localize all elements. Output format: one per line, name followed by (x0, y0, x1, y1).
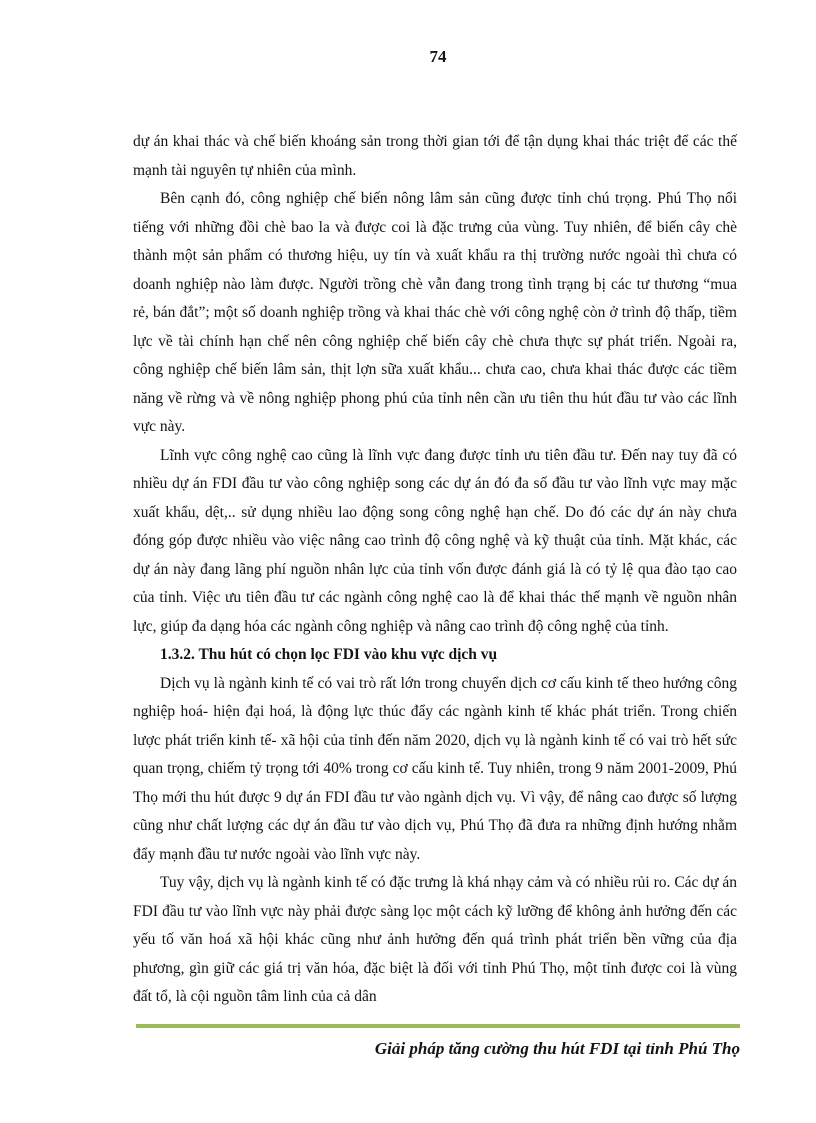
paragraph-high-tech: Lĩnh vực công nghệ cao cũng là lĩnh vực đang được tỉnh ưu tiên đầu tư. Đến nay tuy đã có nhiều dự án FDI đầu tư vào công nghiệp song các dự án đó đa số đầu tư vào lĩnh vực may mặc xuất khẩu, dệt,.. sử dụng nhiều lao động song công nghệ hạn chế. Do đó các dự án này chưa đóng góp được nhiều vào việc nâng cao trình độ công nghệ và kỹ thuật của tỉnh. Mặt khác, các dự án này đang lãng phí nguồn nhân lực của tỉnh vốn được đánh giá là có tỷ lệ qua đào tạo cao của tỉnh. Việc ưu tiên đầu tư các ngành công nghệ cao là để khai thác thế mạnh về nguồn nhân lực, giúp đa dạng hóa các ngành công nghiệp và nâng cao trình độ công nghệ của tỉnh. (133, 446, 737, 635)
paragraph-services: Dịch vụ là ngành kinh tế có vai trò rất lớn trong chuyển dịch cơ cấu kinh tế theo hướng công nghiệp hoá- hiện đại hoá, là động lực thúc đẩy các ngành kinh tế khác phát triển. Trong chiến lược phát triển kinh tế- xã hội của tỉnh đến năm 2020, dịch vụ là ngành kinh tế có vai trò hết sức quan trọng, chiếm tỷ trọng tới 40% trong cơ cấu kinh tế. Tuy nhiên, trong 9 năm 2001-2009, Phú Thọ mới thu hút được 9 dự án FDI đầu tư vào ngành dịch vụ. Vì vậy, để nâng cao được số lượng cũng như chất lượng các dự án đầu tư vào dịch vụ, Phú Thọ đã đưa ra những định hướng nhằm đẩy mạnh đầu tư nước ngoài vào lĩnh vực này. (133, 674, 737, 863)
paragraph-agro-processing: Bên cạnh đó, công nghiệp chế biến nông lâm sản cũng được tỉnh chú trọng. Phú Thọ nổi tiếng với những đồi chè bao la và được coi là đặc trưng của vùng. Tuy nhiên, để biến cây chè thành một sản phẩm có thương hiệu, uy tín và xuất khẩu ra thị trường nước ngoài thì chưa có doanh nghiệp nào làm được. Người trồng chè vẫn đang trong tình trạng bị các tư thương “mua rẻ, bán đắt”; một số doanh nghiệp trồng và khai thác chè với công nghệ còn ở trình độ thấp, tiềm lực về tài chính hạn chế nên công nghiệp chế biến cây chè chưa thực sự phát triển. Ngoài ra, công nghiệp chế biến lâm sản, thịt lợn sữa xuất khẩu... chưa cao, chưa khai thác được các tiềm năng về rừng và về nông nghiệp phong phú của tỉnh nên cần ưu tiên thu hút đầu tư vào các lĩnh vực này. (133, 190, 737, 435)
footer-title: Giải pháp tăng cường thu hút FDI tại tỉnh Phú Thọ (374, 1039, 740, 1058)
page-number: 74 (429, 47, 447, 66)
paragraph-continued: dự án khai thác và chế biến khoáng sản trong thời gian tới để tận dụng khai thác triệt để các thế mạnh tài nguyên tự nhiên của mình. (133, 133, 737, 179)
section-heading: 1.3.2. Thu hút có chọn lọc FDI vào khu vực dịch vụ (160, 646, 498, 663)
document-body (133, 128, 737, 1012)
footer-divider (136, 1024, 740, 1028)
paragraph-services-risk: Tuy vậy, dịch vụ là ngành kinh tế có đặc trưng là khá nhạy cảm và có nhiều rủi ro. Các dự án FDI đầu tư vào lĩnh vực này phải được sàng lọc một cách kỹ lưỡng để không ảnh hưởng đến các yếu tố văn hoá xã hội khác cũng như ảnh hưởng đến quá trình phát triển bền vững của địa phương, gìn giữ các giá trị văn hóa, đặc biệt là đối với tỉnh Phú Thọ, một tỉnh được coi là vùng đất tổ, là cội nguồn tâm linh của cả dân (133, 874, 737, 1005)
